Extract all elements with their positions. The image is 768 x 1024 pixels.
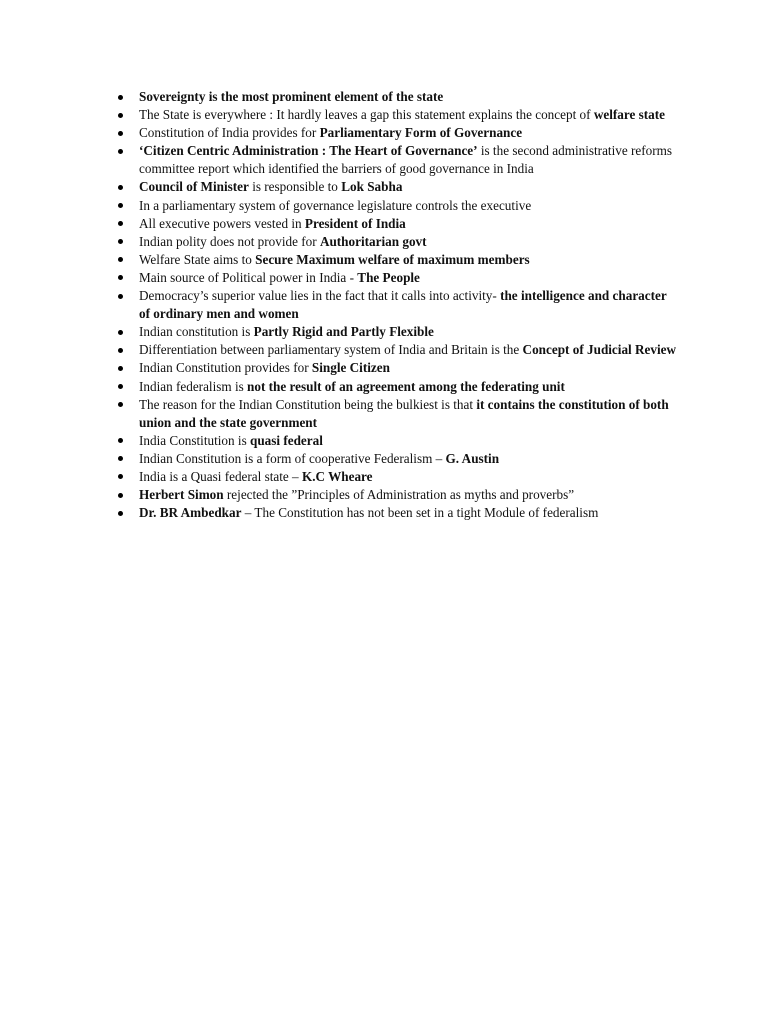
list-item [139, 197, 679, 215]
text-run: is the second administrative reforms committee report which identified the barriers of good governance in India [139, 143, 673, 177]
bold-text: Lok Sabha [341, 179, 403, 195]
text-run: Indian polity does not provide for [139, 233, 320, 249]
text-run: All executive powers vested in [139, 215, 305, 231]
text-run: The reason for the Indian Constitution being the bulkiest is that [139, 396, 477, 412]
list-item [139, 378, 679, 396]
text-run: rejected the ”Principles of Administration as myths and proverbs” [223, 487, 575, 503]
text-run: Indian Constitution provides for [139, 360, 312, 376]
list-item [139, 341, 679, 359]
bold-text: Secure Maximum welfare of maximum members [255, 251, 530, 267]
text-run: – The Constitution has not been set in a tight Module of federalism [241, 505, 599, 521]
list-item [139, 106, 679, 124]
bold-text: Sovereignty [139, 89, 206, 104]
text-run: India is a Quasi federal state – [139, 468, 302, 484]
list-item [139, 504, 679, 522]
list-item [139, 287, 679, 323]
text-run: Indian Constitution is a form of cooperative Federalism – [139, 450, 446, 466]
text-run: Constitution of India provides for [139, 125, 320, 141]
list-item [139, 233, 679, 251]
list-item [139, 468, 679, 486]
text-run: The State is everywhere : It hardly leaves a gap this statement explains the concept of [139, 107, 594, 123]
bold-text: Partly Rigid and Partly Flexible [253, 324, 434, 340]
bold-text: President of India [304, 215, 406, 231]
bold-text: Council of Minister [139, 179, 249, 195]
text-run: Welfare State aims to [139, 251, 256, 267]
text-run: Main source of Political power in India - [139, 269, 358, 285]
list-item [139, 251, 679, 269]
bold-text: The People [357, 269, 420, 285]
text-run: In a parliamentary system of governance legislature controls the executive [139, 197, 532, 213]
bold-text: ‘Citizen Centric Administration : The Heart of Governance’ [139, 143, 478, 159]
list-item [139, 269, 679, 287]
list-item [139, 396, 679, 432]
bold-text: G. Austin [445, 450, 500, 466]
list-item [139, 178, 679, 196]
text-run: is responsible to [248, 179, 342, 195]
bold-text: it contains the constitution of both union and the state government [139, 396, 669, 430]
list-item [139, 359, 679, 377]
list-item [139, 124, 679, 142]
text-run: Indian constitution is [139, 324, 254, 340]
list-item [139, 142, 679, 178]
bold-text: Parliamentary Form of Governance [319, 125, 523, 141]
list-item [139, 215, 679, 233]
bold-text: quasi federal [250, 432, 323, 448]
bold-text: the intelligence and character of ordinary men and women [139, 288, 667, 322]
bold-text: Single Citizen [311, 360, 390, 376]
text-run: Differentiation between parliamentary system of India and Britain is the [139, 342, 523, 358]
text-run: Democracy’s superior value lies in the fact that it calls into activity- [139, 288, 501, 304]
bullet-list [139, 88, 679, 522]
bold-text: Authoritarian govt [319, 233, 427, 249]
text-run: Indian federalism is [139, 378, 248, 394]
list-item [139, 450, 679, 468]
list-item [139, 486, 679, 504]
bold-text: not the result of an agreement among the federating unit [247, 378, 565, 394]
list-item [139, 323, 679, 341]
bold-text: Concept of Judicial Review [522, 342, 677, 358]
bold-text: Dr. BR Ambedkar [139, 505, 242, 521]
list-item [139, 432, 679, 450]
list-item [139, 88, 679, 106]
bold-text: is the most prominent element of the state [205, 89, 444, 104]
bold-text: welfare state [593, 107, 665, 123]
text-run: India Constitution is [139, 432, 250, 448]
bold-text: Herbert Simon [139, 487, 224, 503]
bold-text: K.C Wheare [301, 468, 373, 484]
